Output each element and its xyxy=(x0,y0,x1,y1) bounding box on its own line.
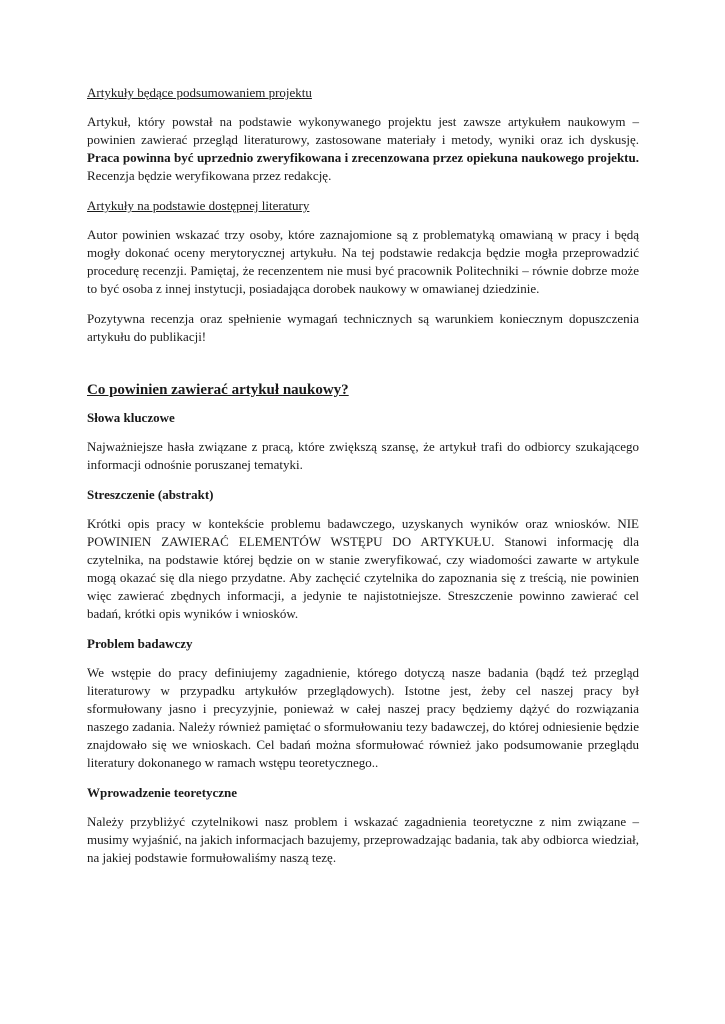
abstract-heading: Streszczenie (abstrakt) xyxy=(87,487,214,502)
abstract-paragraph: Krótki opis pracy w kontekście problemu badawczego, uzyskanych wyników oraz wniosków. NIE POWINIEN ZAWIERAĆ ELEMENTÓW WSTĘPU DO ARTYKUŁU. Stanowi informację dla czytelnika, na podstawie której będzie on w stanie zweryfikować, czy wiadomości zawarte w artykule mogą okazać się dla niego przydatne. Aby zachęcić czytelnika do zapoznania się z treścią, nie powinien więc zawierać zbędnych informacji, a jedynie te najistotniejsze. Streszczenie powinno zawierać cel badań, krótki opis wyników i wniosków. xyxy=(87,516,639,621)
bold-requirement-text: Praca powinna być uprzednio zweryfikowana i zrecenzowana przez opiekuna naukowego projektu. xyxy=(87,150,639,165)
research-problem-heading: Problem badawczy xyxy=(87,636,193,651)
review-requirement-paragraph: Pozytywna recenzja oraz spełnienie wymagań technicznych są warunkiem koniecznym dopuszczenia artykułu do publikacji! xyxy=(87,311,639,344)
paragraph-text: Recenzja będzie weryfikowana przez redakcję. xyxy=(87,168,332,183)
keywords-heading: Słowa kluczowe xyxy=(87,410,175,425)
section-heading-literature-articles: Artykuły na podstawie dostępnej literatury xyxy=(87,198,310,213)
paragraph-text: Artykuł, który powstał na podstawie wykonywanego projektu jest zawsze artykułem naukowym – powinien zawierać przegląd literaturowy, zastosowane materiały i metody, wyniki oraz ich dyskusję. xyxy=(87,114,639,147)
project-articles-paragraph xyxy=(87,113,639,185)
document-page xyxy=(87,84,639,879)
main-title: Co powinien zawierać artykuł naukowy? xyxy=(87,382,349,398)
literature-articles-paragraph: Autor powinien wskazać trzy osoby, które zaznajomione są z problematyką omawianą w pracy i będą mogły dokonać oceny merytorycznej artykułu. Na tej podstawie redakcja będzie mogła przeprowadzić procedurę recenzji. Pamiętaj, że recenzentem nie musi być pracownik Politechniki – równie dobrze może to być osoba z innej instytucji, posiadająca dorobek naukowy w omawianej dziedzinie. xyxy=(87,227,639,296)
theoretical-intro-paragraph: Należy przybliżyć czytelnikowi nasz problem i wskazać zagadnienia teoretyczne z nim związane – musimy wyjaśnić, na jakich informacjach bazujemy, przeprowadzając badania, tak aby odbiorca wiedział, na jakiej podstawie formułowaliśmy naszą tezę. xyxy=(87,814,639,865)
research-problem-paragraph: We wstępie do pracy definiujemy zagadnienie, którego dotyczą nasze badania (bądź też przegląd literaturowy w przypadku artykułów przeglądowych). Istotne jest, żeby cel naszej pracy był sformułowany jasno i precyzyjnie, ponieważ w całej naszej pracy będziemy dążyć do rozwiązania naszego zadania. Należy również pamiętać o sformułowaniu tezy badawczej, do której odniesienie będzie znajdowało się we wnioskach. Cel badań można sformułować również jako podsumowanie przeglądu literatury dokonanego w ramach wstępu teoretycznego.. xyxy=(87,665,639,770)
theoretical-intro-heading: Wprowadzenie teoretyczne xyxy=(87,785,238,800)
section-heading-project-articles: Artykuły będące podsumowaniem projektu xyxy=(87,85,312,100)
keywords-paragraph: Najważniejsze hasła związane z pracą, które zwiększą szansę, że artykuł trafi do odbiorcy szukającego informacji odnośnie poruszanej tematyki. xyxy=(87,439,639,472)
